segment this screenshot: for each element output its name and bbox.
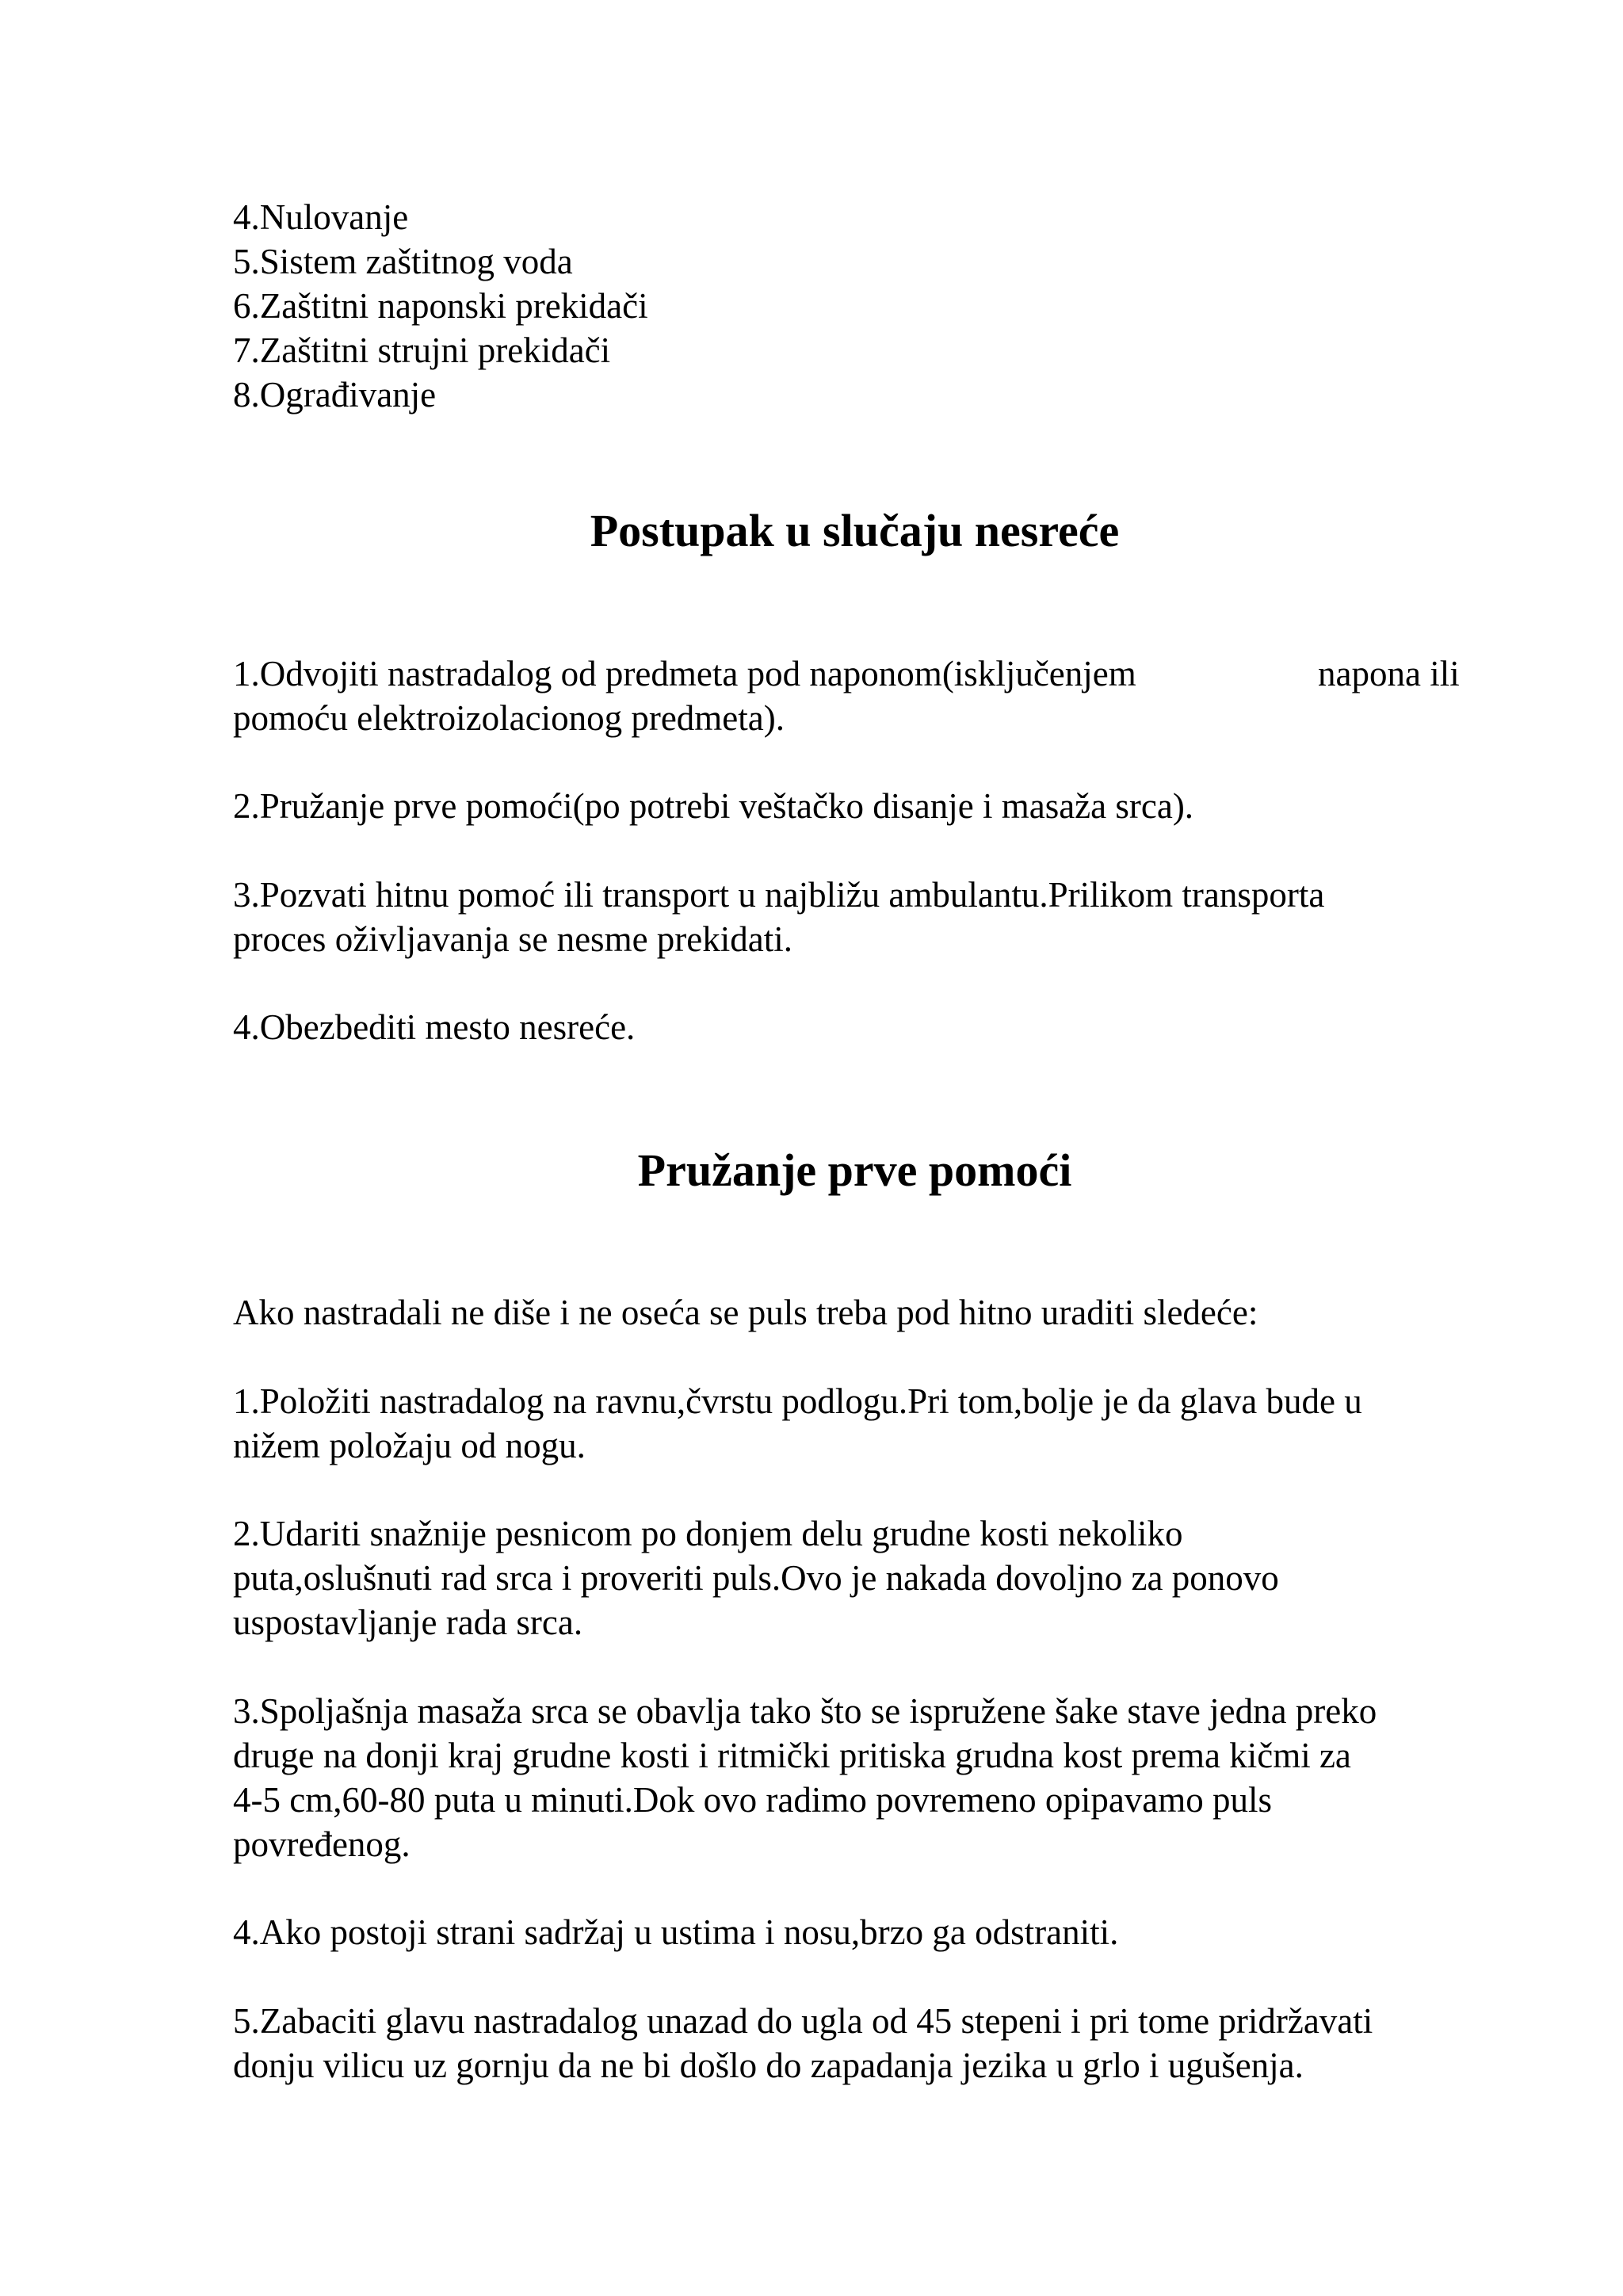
paragraph-line: pomoću elektroizolacionog predmeta). [233, 698, 785, 738]
paragraph-line: Ako nastradali ne diše i ne oseća se puls treba pod hitno uraditi sledeće: [233, 1293, 1258, 1332]
paragraph-line: 1.Odvojiti nastradalog od predmeta pod naponom(isključenjem [233, 654, 1136, 693]
paragraph-line: donju vilicu uz gornju da ne bi došlo do zapadanja jezika u grlo i ugušenja. [233, 2046, 1304, 2085]
section-heading-accident-procedure: Postupak u slučaju nesreće [590, 505, 1120, 556]
paragraph-line: 2.Udariti snažnije pesnicom po donjem delu grudne kosti nekoliko [233, 1514, 1183, 1553]
paragraph-line-right: napona ili [1318, 654, 1460, 693]
paragraph-line: 2.Pružanje prve pomoći(po potrebi veštačko disanje i masaža srca). [233, 786, 1194, 826]
paragraph-line: 3.Pozvati hitnu pomoć ili transport u najbližu ambulantu.Prilikom transporta [233, 875, 1325, 915]
paragraph-line: 4.Obezbediti mesto nesreće. [233, 1007, 636, 1047]
paragraph-line: uspostavljanje rada srca. [233, 1603, 583, 1642]
paragraph-line: 4-5 cm,60-80 puta u minuti.Dok ovo radimo povremeno opipavamo puls [233, 1780, 1273, 1820]
list-item: 6.Zaštitni naponski prekidači [233, 286, 648, 326]
list-item: 4.Nulovanje [233, 197, 409, 237]
paragraph-line: proces oživljavanja se nesme prekidati. [233, 919, 792, 959]
paragraph-line: nižem položaju od nogu. [233, 1426, 586, 1465]
paragraph-line: 4.Ako postoji strani sadržaj u ustima i nosu,brzo ga odstraniti. [233, 1912, 1119, 1952]
paragraph-line: 5.Zabaciti glavu nastradalog unazad do ugla od 45 stepeni i pri tome pridržavati [233, 2001, 1373, 2041]
list-item: 7.Zaštitni strujni prekidači [233, 330, 611, 370]
paragraph-line: druge na donji kraj grudne kosti i ritmički pritiska grudna kost prema kičmi za [233, 1736, 1351, 1775]
section-heading-first-aid: Pružanje prve pomoći [637, 1144, 1072, 1196]
list-item: 8.Ograđivanje [233, 375, 437, 415]
list-item: 5.Sistem zaštitnog voda [233, 242, 573, 281]
paragraph-line: povređenog. [233, 1824, 411, 1864]
paragraph-line: 3.Spoljašnja masaža srca se obavlja tako što se ispružene šake stave jedna preko [233, 1691, 1377, 1731]
paragraph-line: puta,oslušnuti rad srca i proveriti puls.Ovo je nakada dovoljno za ponovo [233, 1558, 1279, 1598]
paragraph-line: 1.Položiti nastradalog na ravnu,čvrstu podlogu.Pri tom,bolje je da glava bude u [233, 1381, 1362, 1421]
